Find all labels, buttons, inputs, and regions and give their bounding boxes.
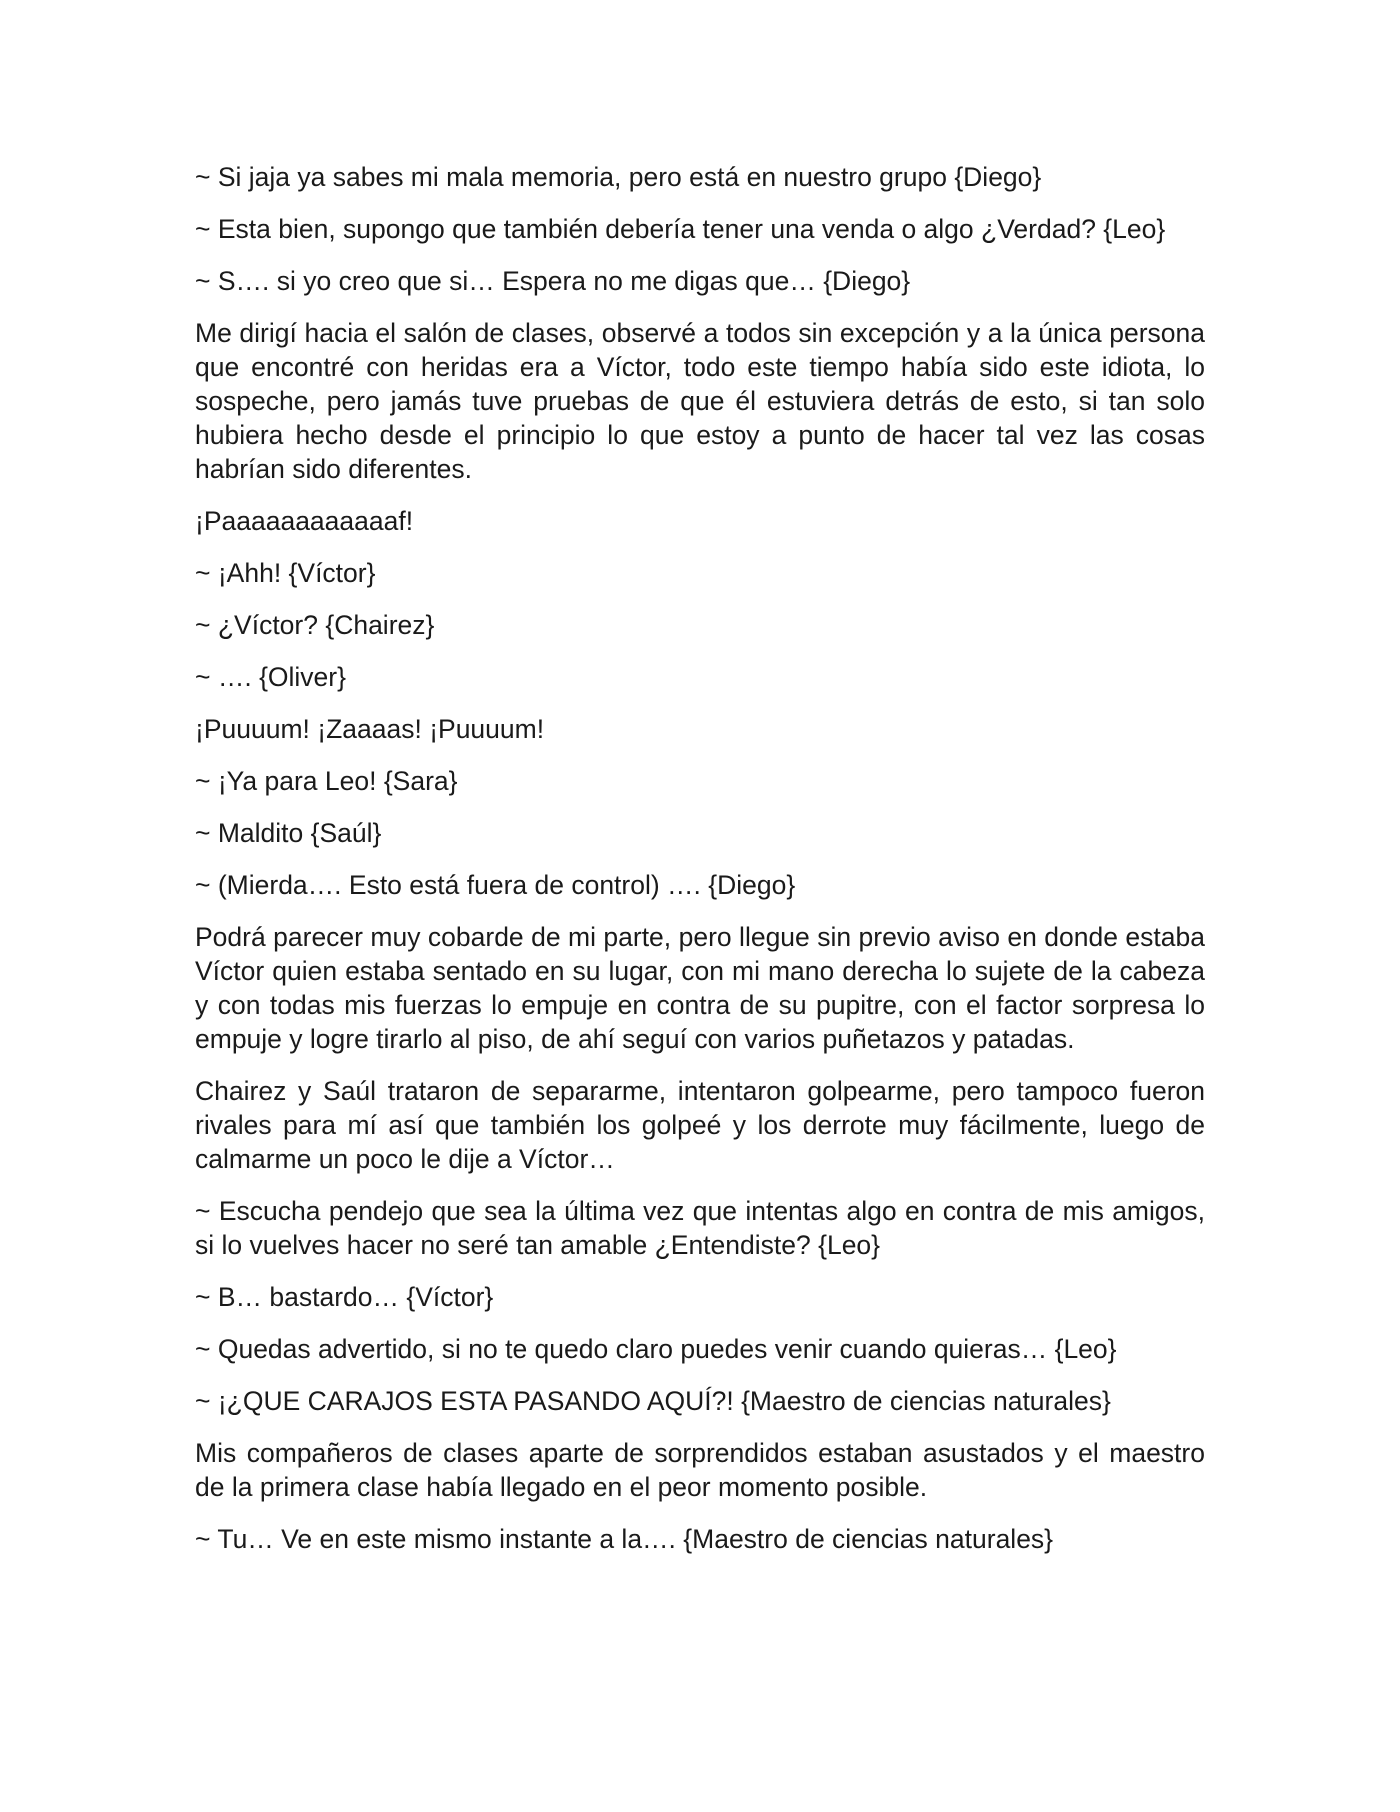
dialogue-line: ~ ¡¿QUE CARAJOS ESTA PASANDO AQUÍ?! {Maestro de ciencias naturales} bbox=[195, 1386, 1111, 1416]
narration-paragraph: Me dirigí hacia el salón de clases, observé a todos sin excepción y a la única persona que encontré con heridas era a Víctor, todo este tiempo había sido este idiota, lo sospeche, pero jamás tuve pruebas de que él estuviera detrás de esto, si tan solo hubiera hecho desde el principio lo que estoy a punto de hacer tal vez las cosas habrían sido diferentes. bbox=[195, 318, 1205, 484]
dialogue-line: ~ …. {Oliver} bbox=[195, 662, 346, 692]
dialogue-line: ~ B… bastardo… {Víctor} bbox=[195, 1282, 494, 1312]
narration-paragraph: Mis compañeros de clases aparte de sorprendidos estaban asustados y el maestro de la primera clase había llegado en el peor momento posible. bbox=[195, 1438, 1205, 1502]
dialogue-line: ~ Maldito {Saúl} bbox=[195, 818, 382, 848]
dialogue-line: ~ Quedas advertido, si no te quedo claro puedes venir cuando quieras… {Leo} bbox=[195, 1334, 1117, 1364]
sound-effect-line: ¡Paaaaaaaaaaaaf! bbox=[195, 506, 414, 536]
dialogue-line: ~ (Mierda…. Esto está fuera de control) …. {Diego} bbox=[195, 870, 796, 900]
dialogue-line: ~ Tu… Ve en este mismo instante a la…. {Maestro de ciencias naturales} bbox=[195, 1524, 1054, 1554]
dialogue-line: ~ Escucha pendejo que sea la última vez que intentas algo en contra de mis amigos, si lo vuelves hacer no seré tan amable ¿Entendiste? {Leo} bbox=[195, 1196, 1205, 1260]
dialogue-line: ~ ¡Ya para Leo! {Sara} bbox=[195, 766, 458, 796]
dialogue-line: ~ S…. si yo creo que si… Espera no me digas que… {Diego} bbox=[195, 266, 911, 296]
dialogue-line: ~ ¿Víctor? {Chairez} bbox=[195, 610, 435, 640]
document-page bbox=[195, 160, 1205, 1574]
dialogue-line: ~ ¡Ahh! {Víctor} bbox=[195, 558, 376, 588]
dialogue-line: ~ Esta bien, supongo que también debería tener una venda o algo ¿Verdad? {Leo} bbox=[195, 214, 1166, 244]
narration-paragraph: Podrá parecer muy cobarde de mi parte, pero llegue sin previo aviso en donde estaba Víctor quien estaba sentado en su lugar, con mi mano derecha lo sujete de la cabeza y con todas mis fuerzas lo empuje en contra de su pupitre, con el factor sorpresa lo empuje y logre tirarlo al piso, de ahí seguí con varios puñetazos y patadas. bbox=[195, 922, 1205, 1054]
narration-paragraph: Chairez y Saúl trataron de separarme, intentaron golpearme, pero tampoco fueron rivales para mí así que también los golpeé y los derrote muy fácilmente, luego de calmarme un poco le dije a Víctor… bbox=[195, 1076, 1205, 1174]
sound-effect-line: ¡Puuuum! ¡Zaaaas! ¡Puuuum! bbox=[195, 714, 545, 744]
dialogue-line: ~ Si jaja ya sabes mi mala memoria, pero está en nuestro grupo {Diego} bbox=[195, 162, 1042, 192]
